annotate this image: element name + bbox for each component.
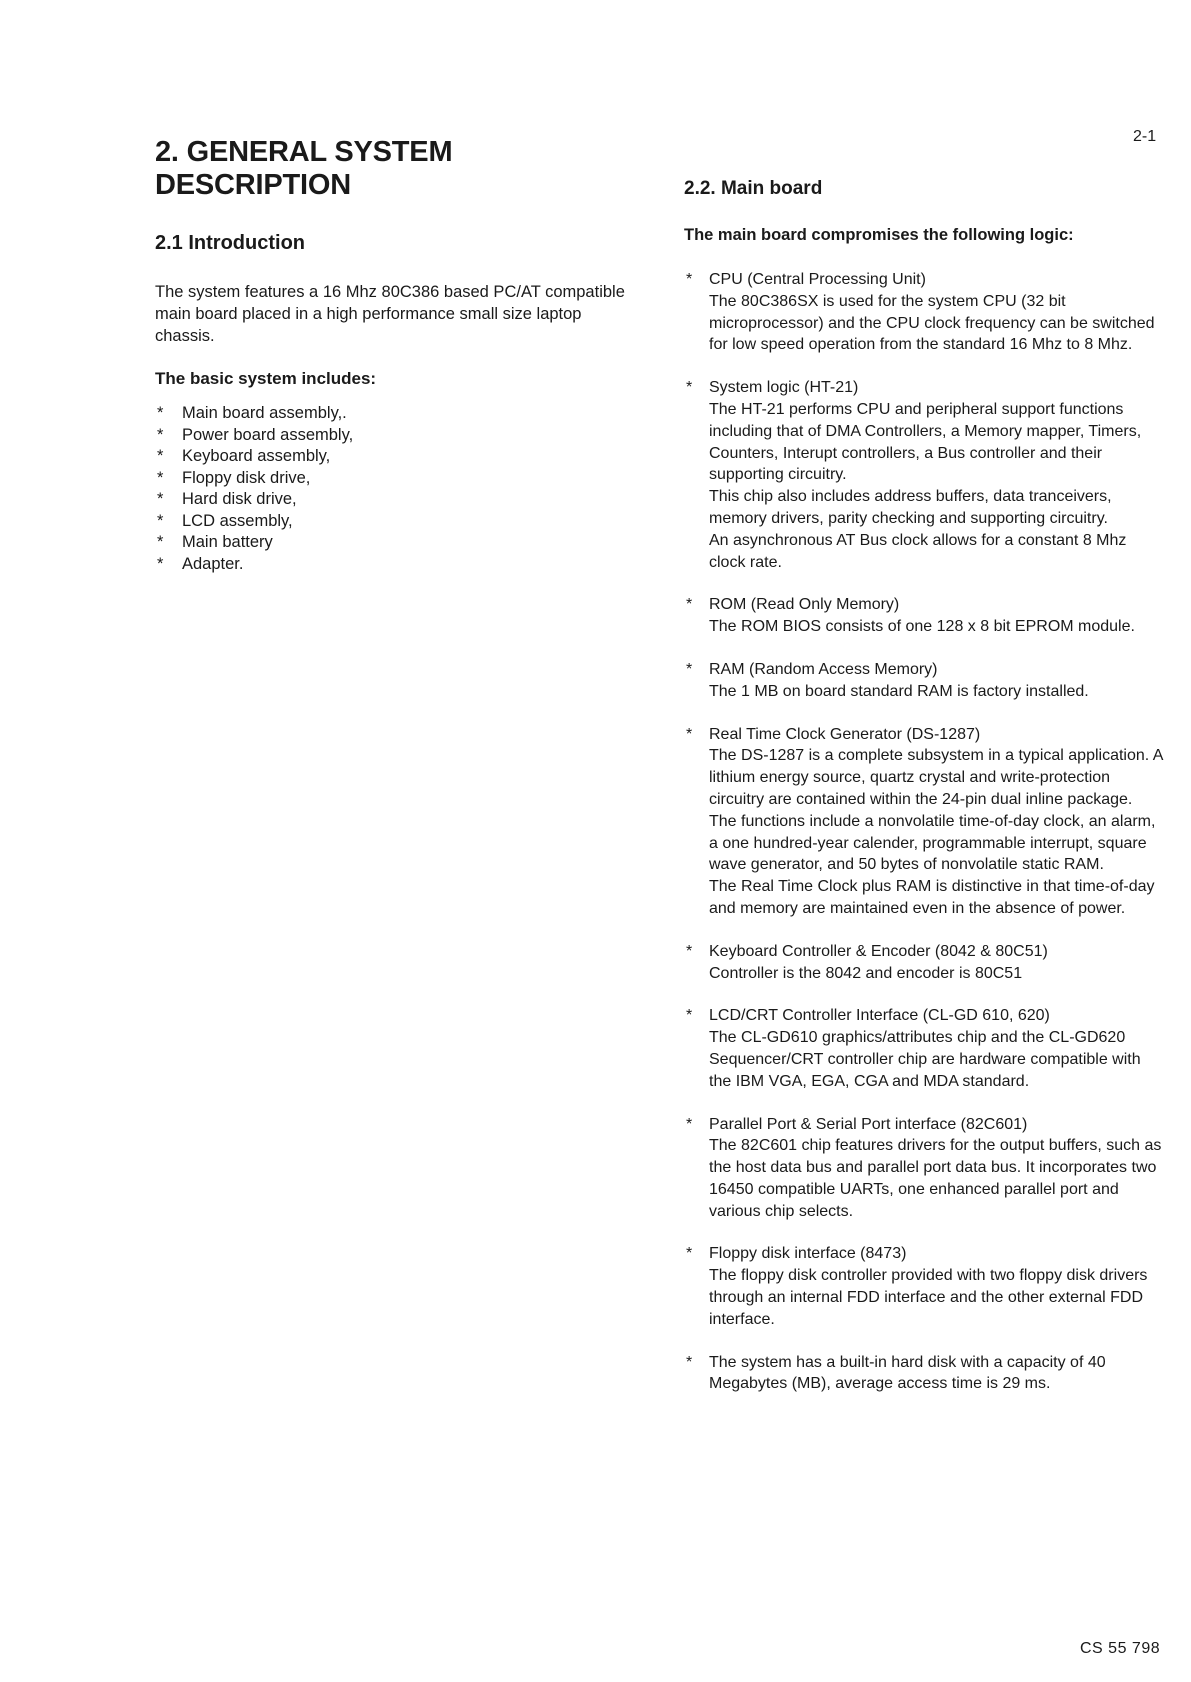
logic-item-text: The 82C601 chip features drivers for the output buffers, such as the host data bus and parallel port data bus. It incorporates two 16450 compatible UARTs, one enhanced parallel port and various chip selects. <box>709 1137 1162 1220</box>
chapter-title: 2. GENERAL SYSTEM DESCRIPTION <box>155 136 453 201</box>
list-item: * Main battery <box>155 532 625 554</box>
main-board-subhead: The main board compromises the following logic: <box>684 226 1074 244</box>
right-column <box>684 178 1164 1416</box>
intro-paragraph: The system features a 16 Mhz 80C386 based PC/AT compatible main board placed in a high performance small size laptop chassis. <box>155 283 625 345</box>
list-item: * Floppy disk drive, <box>155 468 625 490</box>
left-column <box>155 136 625 575</box>
logic-item-rtc <box>684 724 1164 920</box>
logic-item-rom <box>684 594 1164 638</box>
section-title-main-board: 2.2. Main board <box>684 178 823 199</box>
logic-item-heading: * LCD/CRT Controller Interface (CL-GD 610, 620) <box>709 1007 1050 1025</box>
basic-system-heading: The basic system includes: <box>155 369 377 388</box>
logic-item-text: The ROM BIOS consists of one 128 x 8 bit EPROM module. <box>709 618 1135 636</box>
logic-item-hard-disk <box>684 1352 1164 1396</box>
logic-item-text: Controller is the 8042 and encoder is 80C51 <box>709 964 1023 982</box>
logic-item-text: The Real Time Clock plus RAM is distinctive in that time-of-day and memory are maintained even in the absence of power. <box>709 878 1155 917</box>
logic-item-parallel-serial-port <box>684 1114 1164 1223</box>
logic-item-heading: * Parallel Port & Serial Port interface (82C601) <box>709 1115 1028 1133</box>
logic-item-text: The HT-21 performs CPU and peripheral support functions including that of DMA Controllers, a Memory mapper, Timers, Counters, Interupt controllers, a Bus controller and their supporting circuitry. <box>709 400 1142 484</box>
logic-item-lcd-crt-controller <box>684 1005 1164 1092</box>
logic-item-text: The functions include a nonvolatile time-of-day clock, an alarm, a one hundred-year calender, programmable interrupt, square wave generator, and 50 bytes of nonvolatile static RAM. <box>709 812 1156 874</box>
logic-item-cpu <box>684 269 1164 356</box>
page-number: 2-1 <box>1133 128 1157 145</box>
document-code: CS 55 798 <box>1080 1640 1161 1657</box>
logic-item-heading: * RAM (Random Access Memory) <box>709 660 938 678</box>
logic-item-text: The 1 MB on board standard RAM is factory installed. <box>709 682 1089 700</box>
list-item: * LCD assembly, <box>155 511 625 533</box>
logic-item-heading: * Real Time Clock Generator (DS-1287) <box>709 725 981 743</box>
list-item: * Main board assembly,. <box>155 403 625 425</box>
logic-item-text: The 80C386SX is used for the system CPU (32 bit microprocessor) and the CPU clock frequency can be switched for low speed operation from the standard 16 Mhz to 8 Mhz. <box>709 292 1155 354</box>
logic-item-heading: * Floppy disk interface (8473) <box>709 1245 907 1263</box>
list-item: * Power board assembly, <box>155 425 625 447</box>
logic-item-heading: * System logic (HT-21) <box>709 379 859 397</box>
section-title-introduction: 2.1 Introduction <box>155 232 305 254</box>
logic-item-floppy-interface <box>684 1243 1164 1330</box>
logic-item-heading: * ROM (Read Only Memory) <box>709 596 900 614</box>
logic-item-heading: * CPU (Central Processing Unit) <box>709 271 926 288</box>
logic-item-text: The floppy disk controller provided with two floppy disk drivers through an internal FDD interface and the other external FDD interface. <box>709 1267 1148 1328</box>
logic-item-text: The CL-GD610 graphics/attributes chip and the CL-GD620 Sequencer/CRT controller chip are hardware compatible with the IBM VGA, EGA, CGA and MDA standard. <box>709 1029 1141 1090</box>
logic-item-system-logic <box>684 377 1164 573</box>
list-item: * Adapter. <box>155 554 625 576</box>
logic-item-keyboard-controller <box>684 941 1164 985</box>
logic-item-heading: * Keyboard Controller & Encoder (8042 & 80C51) <box>709 942 1048 960</box>
logic-item-ram <box>684 659 1164 703</box>
list-item: * Keyboard assembly, <box>155 446 625 468</box>
logic-item-text: The DS-1287 is a complete subsystem in a typical application. A lithium energy source, quartz crystal and write-protection circuitry are contained within the 24-pin dual inline package. <box>709 747 1163 808</box>
list-item: * Hard disk drive, <box>155 489 625 511</box>
logic-item-text: An asynchronous AT Bus clock allows for a constant 8 Mhz clock rate. <box>709 531 1127 571</box>
basic-system-list <box>155 403 625 575</box>
logic-item-text: * The system has a built-in hard disk with a capacity of 40 Megabytes (MB), average access time is 29 ms. <box>709 1353 1106 1393</box>
main-board-logic-list <box>684 269 1164 1395</box>
logic-item-text: This chip also includes address buffers, data tranceivers, memory drivers, parity checking and supporting circuitry. <box>709 488 1112 527</box>
